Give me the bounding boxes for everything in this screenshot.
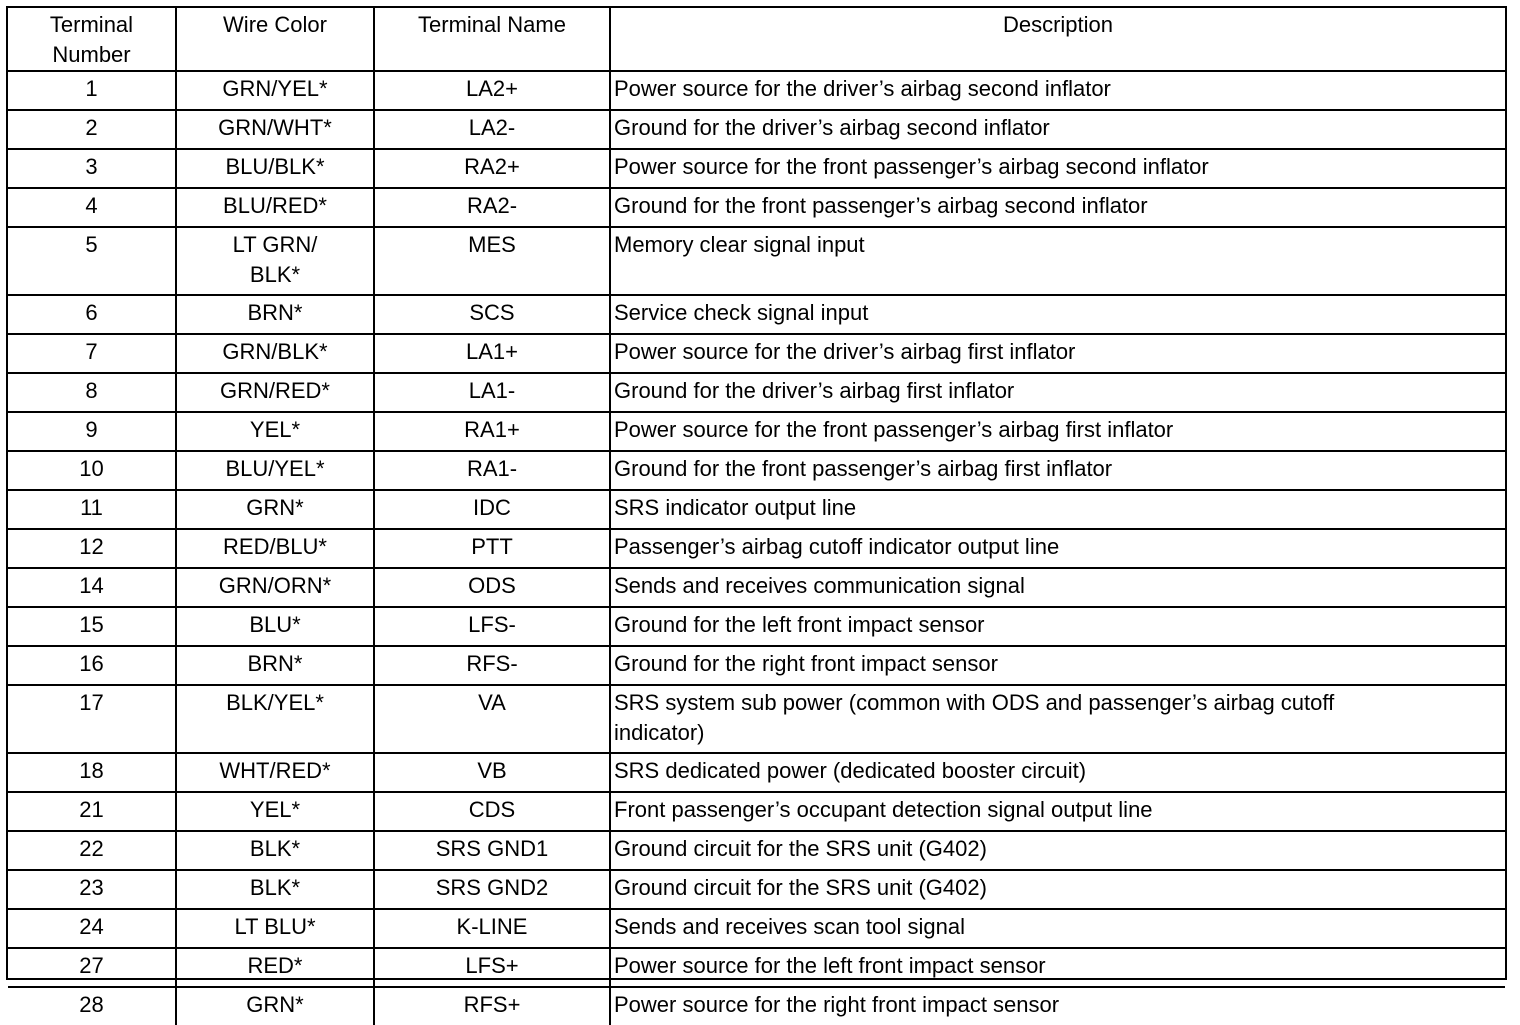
- description-cell: Sends and receives communication signal: [610, 568, 1505, 607]
- terminal-name-cell: RFS-: [374, 646, 610, 685]
- description-cell: Ground for the front passenger’s airbag first inflator: [610, 451, 1505, 490]
- terminal-name-cell: ODS: [374, 568, 610, 607]
- table-body: [8, 71, 1505, 1025]
- table-row: [8, 110, 1505, 149]
- terminal-name-cell: SRS GND2: [374, 870, 610, 909]
- table-row: [8, 227, 1505, 295]
- wire-color-cell: YEL*: [176, 792, 374, 831]
- terminal-number-cell: 23: [8, 870, 176, 909]
- table-row: [8, 909, 1505, 948]
- wire-color-cell: BLK/YEL*: [176, 685, 374, 753]
- terminal-number-cell: 2: [8, 110, 176, 149]
- header-terminal-number: Terminal Number: [8, 8, 176, 71]
- description-cell: Ground for the left front impact sensor: [610, 607, 1505, 646]
- wire-color-cell: GRN/BLK*: [176, 334, 374, 373]
- table-row: [8, 753, 1505, 792]
- table-row: [8, 71, 1505, 110]
- wire-color-cell: BRN*: [176, 646, 374, 685]
- terminal-name-cell: K-LINE: [374, 909, 610, 948]
- table-row: [8, 373, 1505, 412]
- description-cell: SRS dedicated power (dedicated booster circuit): [610, 753, 1505, 792]
- terminal-name-cell: VA: [374, 685, 610, 753]
- table-row: [8, 451, 1505, 490]
- table-row: [8, 188, 1505, 227]
- description-cell: Ground circuit for the SRS unit (G402): [610, 831, 1505, 870]
- wire-color-cell: GRN/YEL*: [176, 71, 374, 110]
- terminal-table-frame: [6, 6, 1507, 1017]
- table-row: [8, 412, 1505, 451]
- terminal-number-cell: 9: [8, 412, 176, 451]
- description-cell: Ground circuit for the SRS unit (G402): [610, 870, 1505, 909]
- description-cell: Front passenger’s occupant detection signal output line: [610, 792, 1505, 831]
- description-cell: Power source for the front passenger’s airbag first inflator: [610, 412, 1505, 451]
- terminal-table: [8, 8, 1505, 1025]
- terminal-number-cell: 7: [8, 334, 176, 373]
- terminal-number-cell: 4: [8, 188, 176, 227]
- terminal-number-cell: 21: [8, 792, 176, 831]
- table-row: [8, 607, 1505, 646]
- table-row: [8, 529, 1505, 568]
- table-row: [8, 646, 1505, 685]
- wire-color-cell: LT BLU*: [176, 909, 374, 948]
- wire-color-cell: GRN*: [176, 490, 374, 529]
- terminal-number-cell: 24: [8, 909, 176, 948]
- table-row: [8, 831, 1505, 870]
- table-row: [8, 987, 1505, 1025]
- table-row: [8, 792, 1505, 831]
- table-row: [8, 568, 1505, 607]
- wire-color-cell: BLU/YEL*: [176, 451, 374, 490]
- terminal-name-cell: SCS: [374, 295, 610, 334]
- wire-color-cell: YEL*: [176, 412, 374, 451]
- wire-color-cell: WHT/RED*: [176, 753, 374, 792]
- description-cell: Ground for the right front impact sensor: [610, 646, 1505, 685]
- description-cell: Ground for the driver’s airbag second inflator: [610, 110, 1505, 149]
- description-cell: Memory clear signal input: [610, 227, 1505, 295]
- terminal-number-cell: 12: [8, 529, 176, 568]
- description-cell: Power source for the right front impact sensor: [610, 987, 1505, 1025]
- description-cell: Power source for the driver’s airbag second inflator: [610, 71, 1505, 110]
- description-cell: Sends and receives scan tool signal: [610, 909, 1505, 948]
- description-cell: Power source for the front passenger’s airbag second inflator: [610, 149, 1505, 188]
- header-description: Description: [610, 8, 1505, 71]
- header-wire-color: Wire Color: [176, 8, 374, 71]
- terminal-name-cell: MES: [374, 227, 610, 295]
- table-row: [8, 685, 1505, 753]
- terminal-number-cell: 18: [8, 753, 176, 792]
- description-cell: Ground for the driver’s airbag first inflator: [610, 373, 1505, 412]
- terminal-number-cell: 28: [8, 987, 176, 1025]
- terminal-name-cell: RA1-: [374, 451, 610, 490]
- header-row: [8, 8, 1505, 71]
- description-cell: SRS indicator output line: [610, 490, 1505, 529]
- terminal-name-cell: LA1+: [374, 334, 610, 373]
- terminal-number-cell: 11: [8, 490, 176, 529]
- wire-color-cell: GRN/WHT*: [176, 110, 374, 149]
- terminal-name-cell: RA2+: [374, 149, 610, 188]
- terminal-name-cell: VB: [374, 753, 610, 792]
- wire-color-cell: BRN*: [176, 295, 374, 334]
- terminal-number-cell: 1: [8, 71, 176, 110]
- description-cell: Power source for the left front impact sensor: [610, 948, 1505, 987]
- terminal-name-cell: LA2-: [374, 110, 610, 149]
- terminal-number-cell: 15: [8, 607, 176, 646]
- description-cell: Power source for the driver’s airbag first inflator: [610, 334, 1505, 373]
- terminal-number-cell: 27: [8, 948, 176, 987]
- terminal-name-cell: IDC: [374, 490, 610, 529]
- terminal-name-cell: RA2-: [374, 188, 610, 227]
- terminal-number-cell: 17: [8, 685, 176, 753]
- terminal-number-cell: 8: [8, 373, 176, 412]
- terminal-name-cell: SRS GND1: [374, 831, 610, 870]
- terminal-number-cell: 22: [8, 831, 176, 870]
- terminal-number-cell: 5: [8, 227, 176, 295]
- terminal-number-cell: 6: [8, 295, 176, 334]
- terminal-number-cell: 3: [8, 149, 176, 188]
- header-terminal-name: Terminal Name: [374, 8, 610, 71]
- table-row: [8, 948, 1505, 987]
- terminal-name-cell: LA2+: [374, 71, 610, 110]
- wire-color-cell: BLU*: [176, 607, 374, 646]
- terminal-number-cell: 16: [8, 646, 176, 685]
- terminal-name-cell: RFS+: [374, 987, 610, 1025]
- terminal-name-cell: LA1-: [374, 373, 610, 412]
- terminal-name-cell: LFS+: [374, 948, 610, 987]
- terminal-number-cell: 14: [8, 568, 176, 607]
- wire-color-cell: GRN/ORN*: [176, 568, 374, 607]
- description-cell: Ground for the front passenger’s airbag second inflator: [610, 188, 1505, 227]
- terminal-name-cell: PTT: [374, 529, 610, 568]
- table-row: [8, 490, 1505, 529]
- wire-color-cell: BLK*: [176, 870, 374, 909]
- table-row: [8, 870, 1505, 909]
- wire-color-cell: BLU/RED*: [176, 188, 374, 227]
- wire-color-cell: GRN*: [176, 987, 374, 1025]
- terminal-name-cell: RA1+: [374, 412, 610, 451]
- wire-color-cell: GRN/RED*: [176, 373, 374, 412]
- table-row: [8, 334, 1505, 373]
- table-row: [8, 149, 1505, 188]
- description-cell: Passenger’s airbag cutoff indicator output line: [610, 529, 1505, 568]
- wire-color-cell: BLK*: [176, 831, 374, 870]
- table-row: [8, 295, 1505, 334]
- description-cell: Service check signal input: [610, 295, 1505, 334]
- terminal-name-cell: LFS-: [374, 607, 610, 646]
- terminal-name-cell: CDS: [374, 792, 610, 831]
- wire-color-cell: RED*: [176, 948, 374, 987]
- terminal-number-cell: 10: [8, 451, 176, 490]
- description-cell: SRS system sub power (common with ODS and passenger’s airbag cutoff indicator): [610, 685, 1505, 753]
- wire-color-cell: BLU/BLK*: [176, 149, 374, 188]
- wire-color-cell: RED/BLU*: [176, 529, 374, 568]
- wire-color-cell: LT GRN/ BLK*: [176, 227, 374, 295]
